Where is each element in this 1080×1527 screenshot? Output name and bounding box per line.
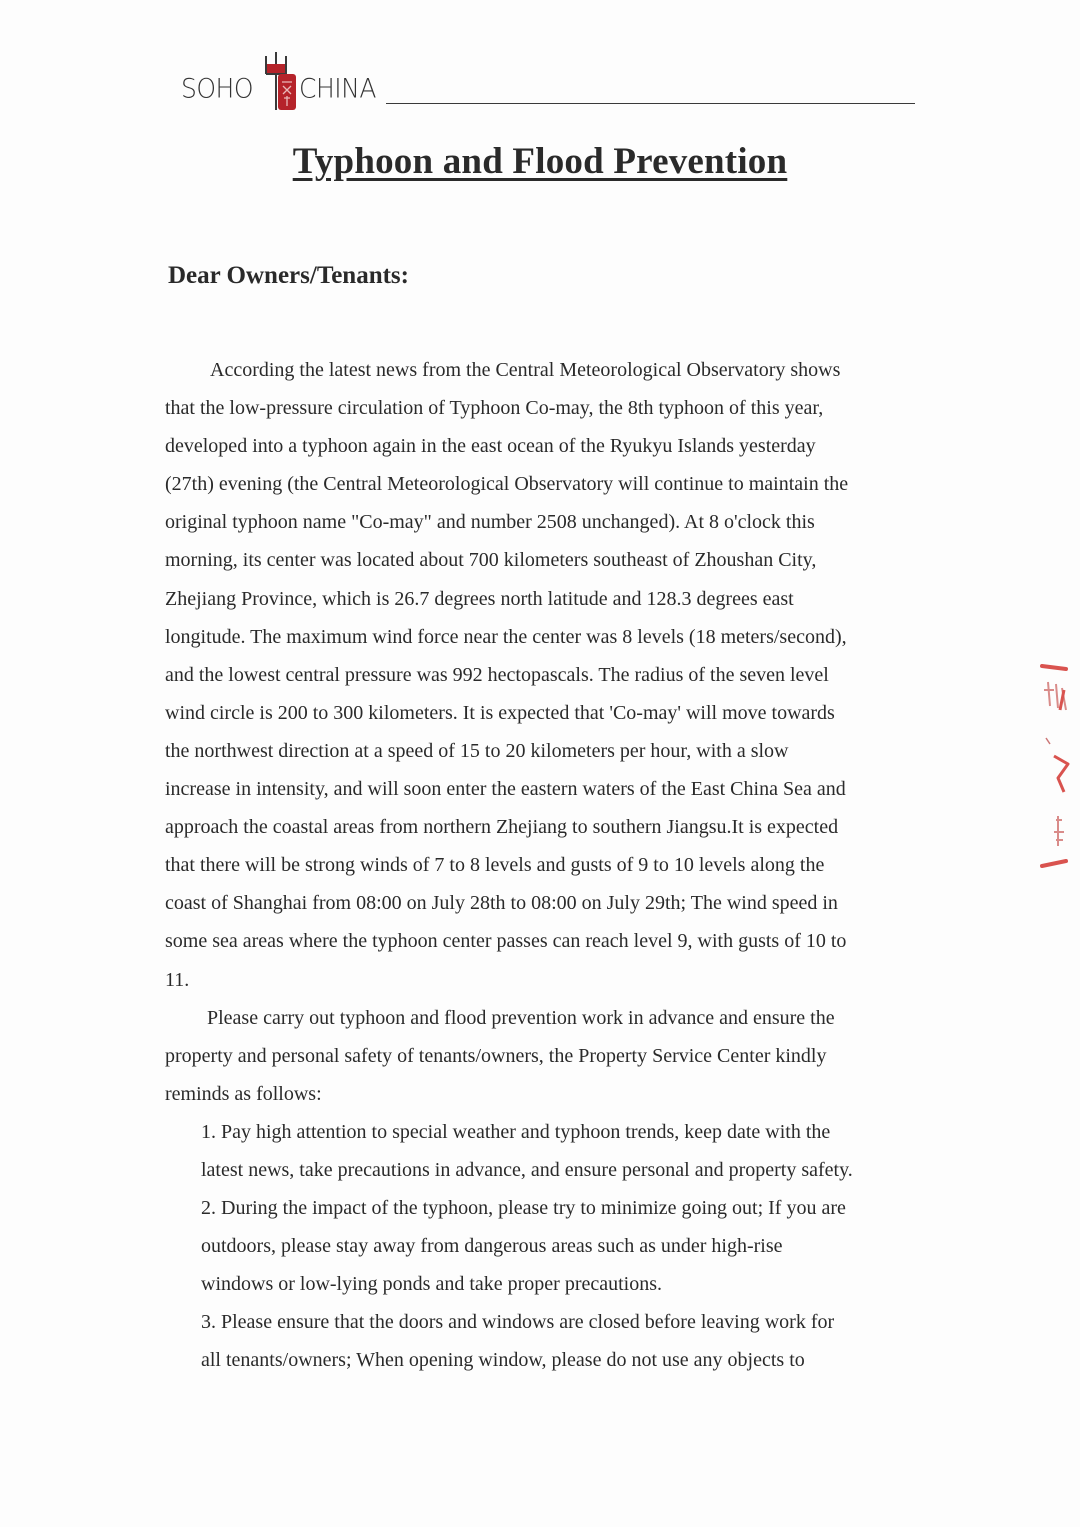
text-line: approach the coastal areas from northern Zhejiang to southern Jiangsu.It is expected xyxy=(165,816,839,839)
text-line: reminds as follows: xyxy=(165,1082,322,1105)
text-line: wind circle is 200 to 300 kilometers. It is expected that 'Co-may' will move towards xyxy=(165,701,835,724)
text-line: According the latest news from the Central Meteorological Observatory shows xyxy=(210,359,841,381)
logo-text-china: CHINA xyxy=(299,72,376,104)
text-line: 3. Please ensure that the doors and windows are closed before leaving work for xyxy=(201,1311,835,1334)
list-item-2 xyxy=(165,1189,910,1303)
soho-china-seal-logo-icon xyxy=(254,52,298,114)
text-line: that there will be strong winds of 7 to 8 levels and gusts of 9 to 10 levels along the xyxy=(165,854,825,877)
text-line: increase in intensity, and will soon enter the eastern waters of the East China Sea and xyxy=(165,778,846,801)
paragraph-forecast xyxy=(165,351,910,999)
company-logo xyxy=(181,52,376,114)
text-line: outdoors, please stay away from dangerous areas such as under high-rise xyxy=(201,1235,783,1258)
text-line: 11. xyxy=(165,968,190,991)
text-line: the northwest direction at a speed of 15 to 20 kilometers per hour, with a slow xyxy=(165,739,789,762)
text-line: developed into a typhoon again in the east ocean of the Ryukyu Islands yesterday xyxy=(165,435,816,458)
text-line: latest news, take precautions in advance, and ensure personal and property safety. xyxy=(201,1158,853,1181)
list-item-3 xyxy=(165,1303,910,1379)
text-line: property and personal safety of tenants/owners, the Property Service Center kindly xyxy=(165,1044,827,1067)
text-line: some sea areas where the typhoon center passes can reach level 9, with gusts of 10 to xyxy=(165,930,847,953)
document-title xyxy=(0,140,1080,183)
text-line: windows or low-lying ponds and take proper precautions. xyxy=(201,1273,663,1296)
text-line: longitude. The maximum wind force near the center was 8 levels (18 meters/second), xyxy=(165,625,847,648)
text-line: coast of Shanghai from 08:00 on July 28th to 08:00 on July 29th; The wind speed in xyxy=(165,892,838,915)
document-title-text: Typhoon and Flood Prevention xyxy=(292,141,788,182)
header-divider xyxy=(386,103,915,104)
text-line: 1. Pay high attention to special weather and typhoon trends, keep date with the xyxy=(201,1120,831,1143)
text-line: Zhejiang Province, which is 26.7 degrees north latitude and 128.3 degrees east xyxy=(165,587,794,610)
text-line: and the lowest central pressure was 992 hectopascals. The radius of the seven level xyxy=(165,663,829,686)
logo-text-soho: SOHO xyxy=(181,72,254,104)
text-line: Please carry out typhoon and flood prevention work in advance and ensure the xyxy=(207,1006,835,1029)
text-line: all tenants/owners; When opening window, please do not use any objects to xyxy=(201,1349,805,1372)
list-item-1 xyxy=(165,1113,910,1189)
salutation: Dear Owners/Tenants: xyxy=(168,262,409,289)
text-line: original typhoon name "Co-may" and number 2508 unchanged). At 8 o'clock this xyxy=(165,511,815,534)
text-line: morning, its center was located about 700 kilometers southeast of Zhoushan City, xyxy=(165,549,817,572)
text-line: 2. During the impact of the typhoon, please try to minimize going out; If you are xyxy=(201,1197,846,1220)
partial-red-seal-stamp-icon xyxy=(1036,660,1076,880)
paragraph-reminder-intro xyxy=(165,999,910,1113)
text-line: (27th) evening (the Central Meteorological Observatory will continue to maintain the xyxy=(165,473,849,496)
document-body xyxy=(165,351,910,1380)
text-line: that the low-pressure circulation of Typhoon Co-may, the 8th typhoon of this year, xyxy=(165,397,824,420)
